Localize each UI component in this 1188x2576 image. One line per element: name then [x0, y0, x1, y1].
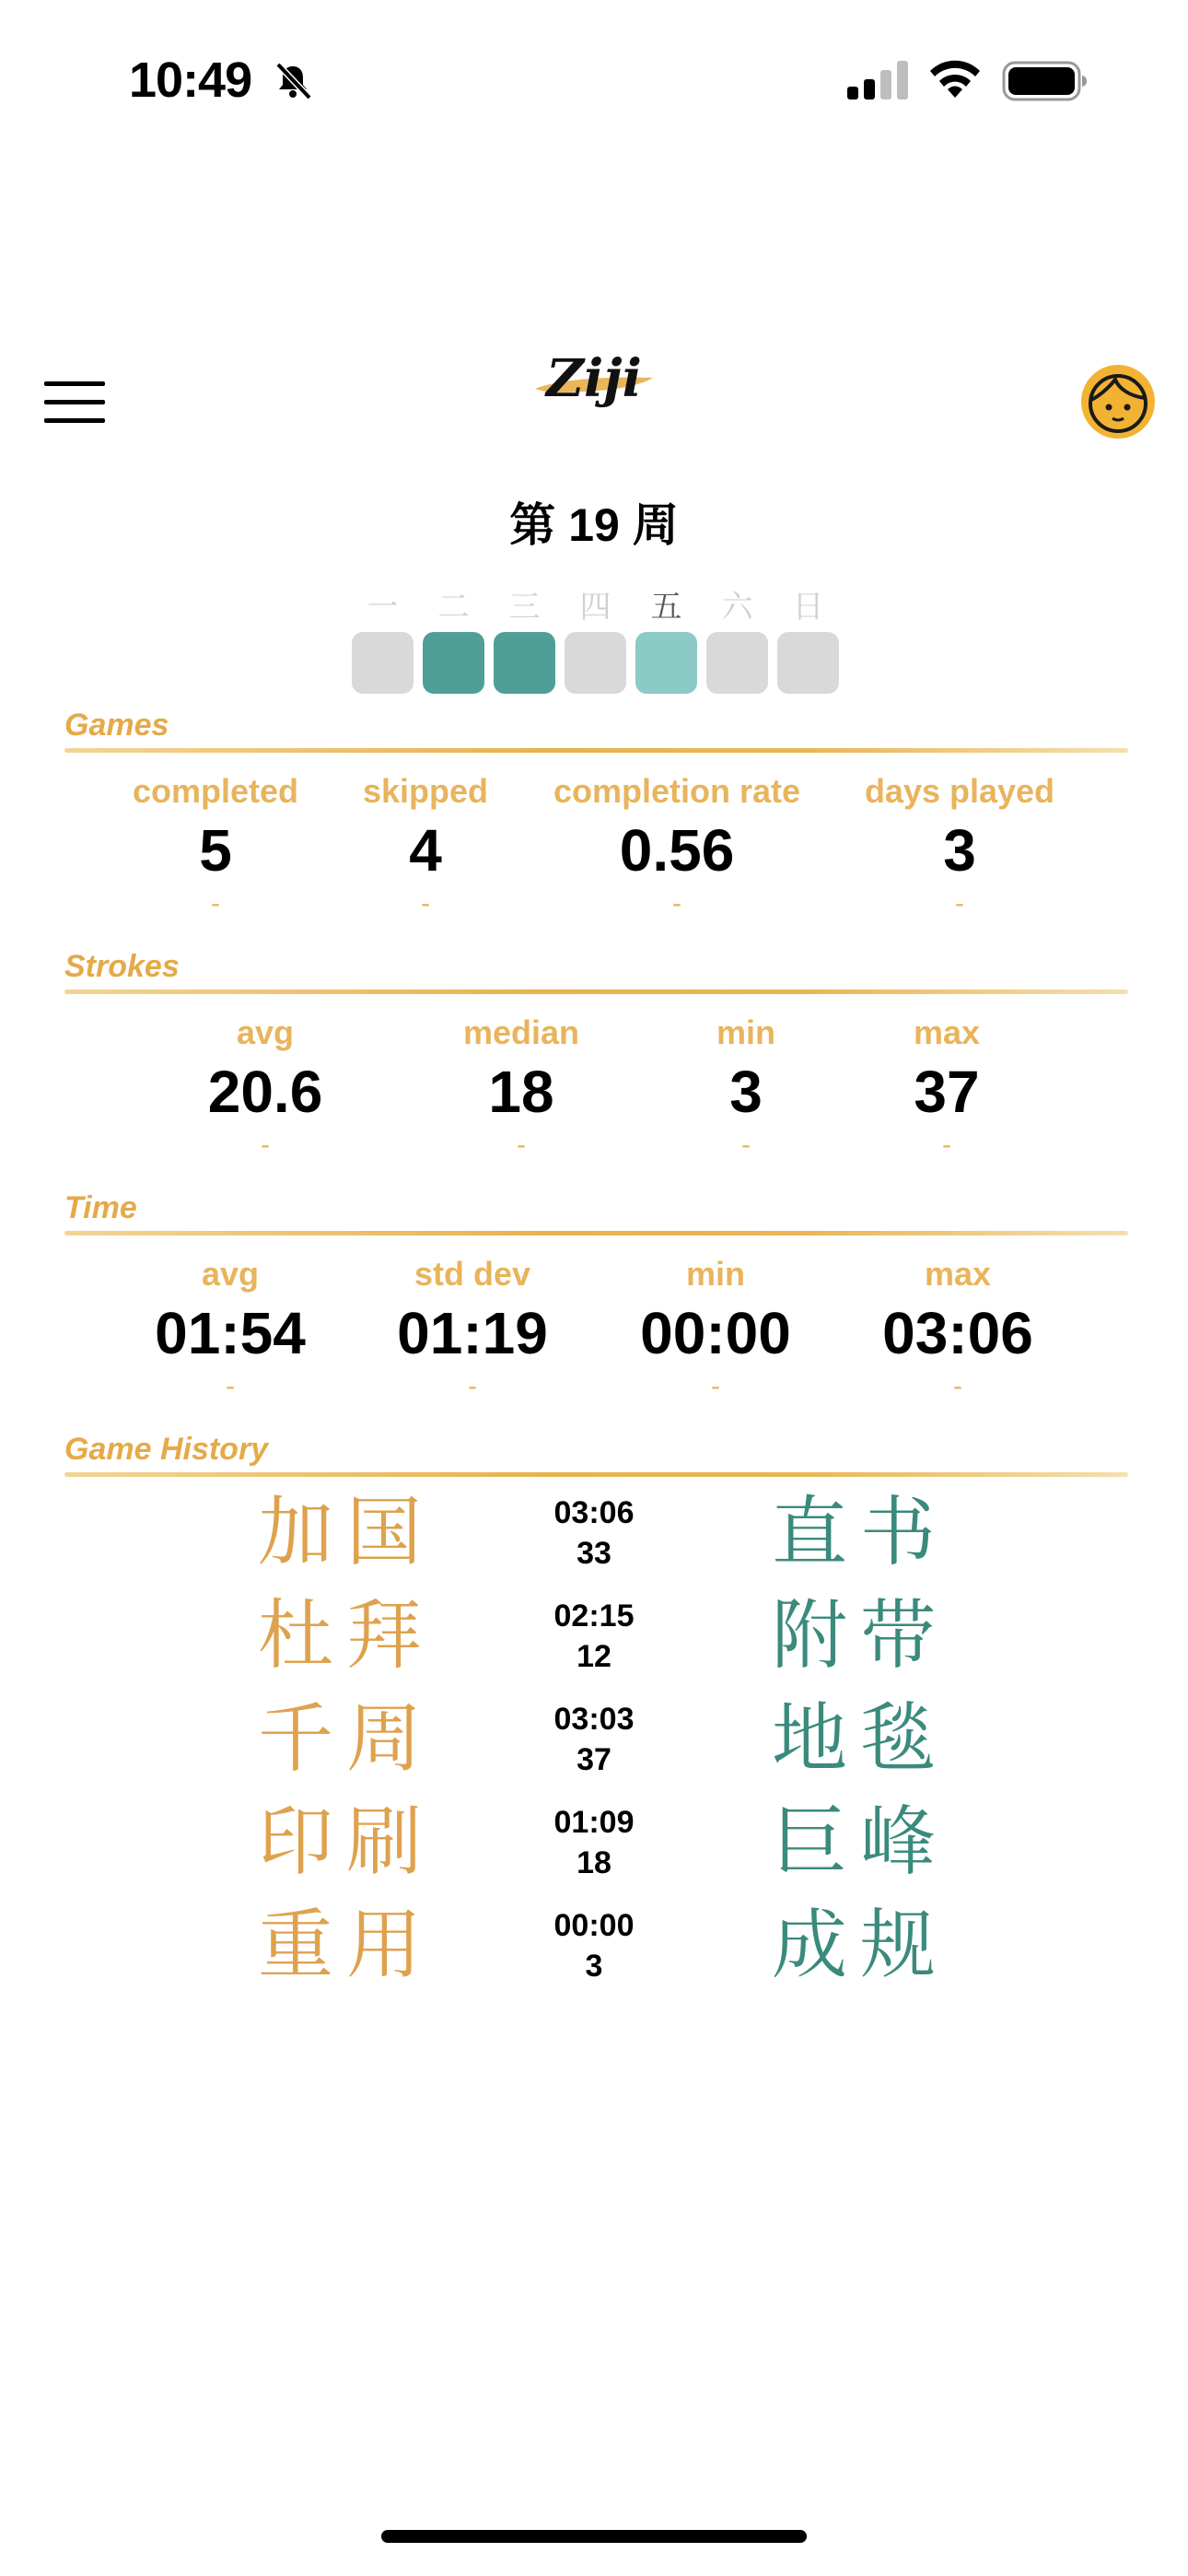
stat-skipped: [363, 772, 488, 919]
history-word-left: 重用: [258, 1902, 436, 1989]
history-meta: [543, 1493, 645, 1574]
stat-delta: -: [672, 888, 681, 919]
brush-stroke: [530, 341, 658, 424]
day-status-box: [635, 632, 697, 694]
day-mon[interactable]: [352, 586, 413, 694]
stat-days-played: [865, 772, 1054, 919]
history-word-right: 地毯: [772, 1695, 949, 1783]
stat-time-avg: [155, 1255, 306, 1402]
stat-strokes-avg: [208, 1013, 323, 1161]
history-strokes: 12: [577, 1639, 611, 1674]
history-word-left: 印刷: [258, 1798, 436, 1886]
day-label: 四: [579, 589, 611, 626]
week-strip: [352, 586, 839, 694]
history-meta: [543, 1802, 645, 1883]
history-time: 02:15: [553, 1598, 635, 1633]
history-meta: [543, 1596, 645, 1677]
stat-label: completed: [132, 772, 299, 810]
history-strokes: 33: [577, 1536, 611, 1571]
day-status-box: [494, 632, 555, 694]
stat-delta: -: [261, 1130, 270, 1160]
stat-value: 37: [914, 1059, 980, 1125]
stat-value: 5: [199, 817, 232, 884]
stat-label: avg: [236, 1013, 295, 1051]
history-word-right: 直书: [772, 1489, 949, 1576]
battery-icon: [1002, 59, 1089, 103]
stat-delta: -: [954, 888, 964, 919]
history-row[interactable]: [0, 1900, 1188, 2003]
history-strokes: 3: [585, 1949, 603, 1984]
history-section-title: Game History: [64, 1432, 269, 1467]
stat-label: std dev: [413, 1255, 531, 1293]
stat-value: 20.6: [207, 1059, 323, 1125]
stat-delta: -: [516, 1130, 526, 1160]
history-word-left: 加国: [258, 1489, 436, 1576]
section-divider: [64, 989, 1128, 994]
day-label: 日: [792, 589, 824, 626]
stat-value: 03:06: [882, 1300, 1033, 1366]
stat-label: avg: [201, 1255, 260, 1293]
history-word-left: 杜拜: [258, 1592, 436, 1680]
history-row[interactable]: [0, 1487, 1188, 1590]
day-sat[interactable]: [706, 586, 768, 694]
day-status-box: [565, 632, 626, 694]
stat-time-min: [640, 1255, 791, 1402]
history-word-right: 成规: [772, 1902, 949, 1989]
bell-muted-icon: [273, 61, 313, 101]
stat-value: 18: [488, 1059, 554, 1125]
history-meta: [543, 1905, 645, 1986]
stat-value: 01:54: [155, 1300, 306, 1366]
stat-label: completion rate: [553, 772, 801, 810]
stat-delta: -: [942, 1130, 951, 1160]
wifi-icon: [926, 57, 984, 101]
history-time: 03:06: [553, 1495, 635, 1530]
stat-value: 00:00: [640, 1300, 791, 1366]
stat-label: skipped: [362, 772, 489, 810]
history-word-right: 巨峰: [772, 1798, 949, 1886]
day-thu[interactable]: [565, 586, 626, 694]
stat-value: 0.56: [619, 817, 735, 884]
stat-label: min: [685, 1255, 745, 1293]
stat-completed: [133, 772, 298, 919]
app-logo: [530, 341, 658, 424]
day-sun[interactable]: [777, 586, 839, 694]
stat-value: 3: [943, 817, 976, 884]
stat-completion-rate: [553, 772, 800, 919]
history-time: 00:00: [553, 1908, 635, 1943]
games-section-title: Games: [64, 708, 169, 743]
day-label: 二: [437, 589, 470, 626]
day-label: 一: [367, 589, 399, 626]
history-row[interactable]: [0, 1797, 1188, 1900]
day-label: 三: [508, 589, 541, 626]
day-fri[interactable]: [635, 586, 697, 694]
home-indicator[interactable]: [381, 2530, 807, 2543]
stat-delta: -: [210, 888, 220, 919]
stat-delta: -: [711, 1371, 720, 1401]
section-divider: [64, 748, 1128, 753]
history-strokes: 37: [577, 1742, 611, 1777]
stat-delta: -: [226, 1371, 235, 1401]
stat-label: median: [462, 1013, 580, 1051]
status-time: 10:49: [129, 53, 252, 108]
day-status-box: [352, 632, 413, 694]
stat-value: 01:19: [397, 1300, 548, 1366]
history-row[interactable]: [0, 1693, 1188, 1797]
stat-label: min: [716, 1013, 776, 1051]
strokes-section-title: Strokes: [64, 949, 180, 984]
section-divider: [64, 1231, 1128, 1235]
profile-avatar-icon[interactable]: [1079, 363, 1157, 440]
stat-time-max: [882, 1255, 1033, 1402]
stat-delta: -: [420, 888, 430, 919]
stat-strokes-max: [914, 1013, 980, 1161]
stat-delta: -: [953, 1371, 962, 1401]
logo-text: Ziji: [546, 348, 642, 409]
day-tue[interactable]: [423, 586, 484, 694]
section-divider: [64, 1472, 1128, 1477]
day-status-box: [423, 632, 484, 694]
stat-label: max: [913, 1013, 981, 1051]
history-word-left: 千周: [258, 1695, 436, 1783]
day-status-box: [777, 632, 839, 694]
week-title: 第 19 周: [509, 499, 679, 551]
day-label: 六: [721, 589, 753, 626]
time-section-title: Time: [64, 1190, 137, 1225]
day-wed[interactable]: [494, 586, 555, 694]
stat-delta: -: [740, 1130, 751, 1160]
history-strokes: 18: [577, 1845, 611, 1880]
day-label: 五: [650, 589, 682, 626]
stat-strokes-median: [463, 1013, 579, 1161]
stat-strokes-min: [716, 1013, 775, 1161]
stat-label: max: [924, 1255, 992, 1293]
history-time: 03:03: [553, 1702, 635, 1737]
day-status-box: [706, 632, 768, 694]
history-meta: [543, 1699, 645, 1780]
cellular-signal-icon: [845, 61, 912, 101]
stat-label: days played: [864, 772, 1055, 810]
history-time: 01:09: [553, 1805, 635, 1840]
stat-delta: -: [468, 1371, 477, 1401]
stat-time-stddev: [397, 1255, 548, 1402]
hamburger-menu-icon[interactable]: [44, 378, 105, 426]
stat-value: 3: [729, 1059, 763, 1125]
stat-value: 4: [409, 817, 442, 884]
history-word-right: 附带: [772, 1592, 949, 1680]
history-row[interactable]: [0, 1590, 1188, 1693]
